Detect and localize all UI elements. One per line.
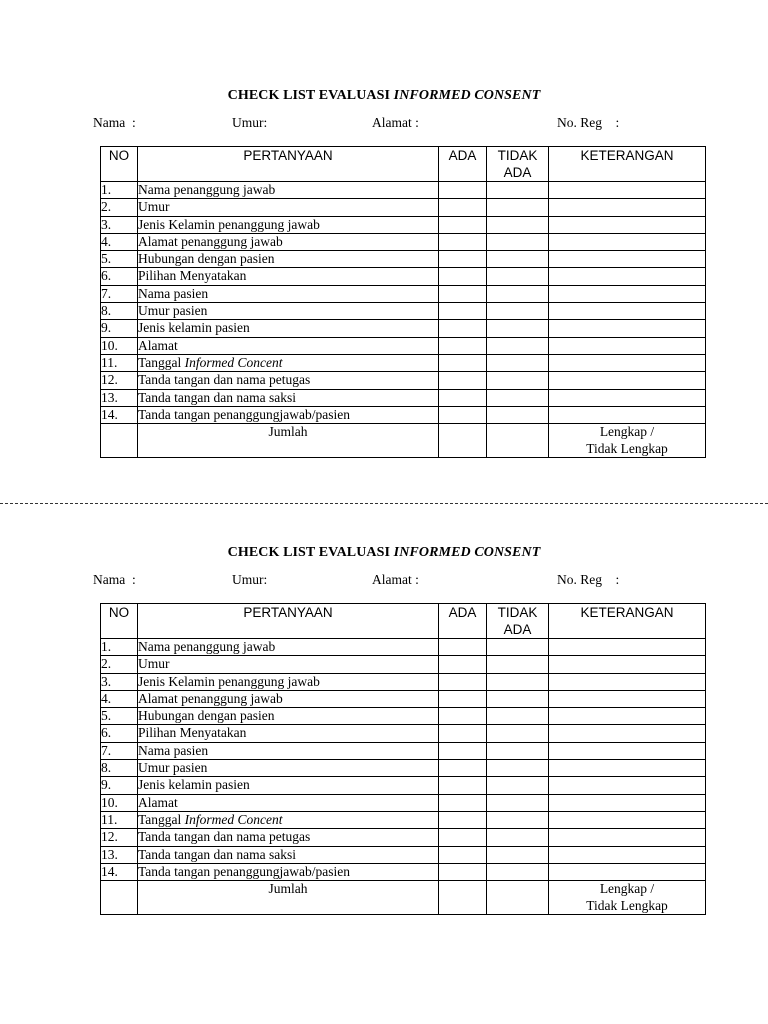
row-keterangan-cell[interactable] [549, 639, 706, 656]
row-keterangan-cell[interactable] [549, 251, 706, 268]
row-question-text: Nama pasien [138, 285, 209, 301]
row-tidak-ada-cell[interactable] [487, 829, 549, 846]
row-question-text: Nama pasien [138, 742, 209, 758]
row-question [138, 656, 439, 673]
row-tidak-ada-cell[interactable] [487, 673, 549, 690]
row-ada-cell[interactable] [439, 673, 487, 690]
row-question [138, 708, 439, 725]
table-row [101, 233, 706, 250]
row-tidak-ada-cell[interactable] [487, 389, 549, 406]
table-row [101, 794, 706, 811]
table-row [101, 285, 706, 302]
row-keterangan-cell[interactable] [549, 285, 706, 302]
row-number: 8. [101, 760, 138, 777]
row-keterangan-cell[interactable] [549, 354, 706, 371]
row-ada-cell[interactable] [439, 656, 487, 673]
row-tidak-ada-cell[interactable] [487, 656, 549, 673]
table-row [101, 690, 706, 707]
row-ada-cell[interactable] [439, 268, 487, 285]
total-tidak-ada-cell[interactable] [487, 881, 549, 915]
checklist-table [100, 146, 706, 458]
total-no-cell [101, 881, 138, 915]
row-number: 9. [101, 777, 138, 794]
row-question-text: Nama penanggung jawab [138, 182, 276, 197]
table-row [101, 829, 706, 846]
table-row [101, 199, 706, 216]
row-question-text: Nama penanggung jawab [138, 639, 276, 654]
row-question [138, 285, 439, 302]
row-number: 12. [101, 829, 138, 846]
row-question [138, 320, 439, 337]
total-label: Jumlah [138, 424, 439, 458]
row-keterangan-cell[interactable] [549, 406, 706, 423]
row-ada-cell[interactable] [439, 372, 487, 389]
row-tidak-ada-cell[interactable] [487, 337, 549, 354]
row-tidak-ada-cell[interactable] [487, 251, 549, 268]
row-tidak-ada-cell[interactable] [487, 182, 549, 199]
row-question-text: Jenis kelamin pasien [138, 777, 250, 793]
row-tidak-ada-cell[interactable] [487, 794, 549, 811]
row-keterangan-cell[interactable] [549, 673, 706, 690]
row-keterangan-cell[interactable] [549, 303, 706, 320]
row-number: 6. [101, 725, 138, 742]
row-tidak-ada-cell[interactable] [487, 708, 549, 725]
row-ada-cell[interactable] [439, 846, 487, 863]
row-number: 5. [101, 251, 138, 268]
row-question [138, 811, 439, 828]
nama-field-label[interactable]: Nama : [93, 572, 136, 587]
form-title [0, 86, 768, 106]
row-ada-cell[interactable] [439, 303, 487, 320]
row-keterangan-cell[interactable] [549, 708, 706, 725]
table-row [101, 777, 706, 794]
form-title-italic: INFORMED CONSENT [393, 545, 541, 560]
row-question-text: Tanggal [138, 354, 185, 370]
row-number: 10. [101, 794, 138, 811]
row-tidak-ada-cell[interactable] [487, 303, 549, 320]
row-ada-cell[interactable] [439, 863, 487, 880]
row-question [138, 639, 439, 656]
row-question [138, 829, 439, 846]
row-question [138, 268, 439, 285]
cut-line-divider [0, 503, 768, 504]
lengkap-label: Lengkap / [599, 881, 655, 897]
row-number: 7. [101, 742, 138, 759]
row-question [138, 182, 439, 199]
header-no: NO [101, 147, 138, 182]
tidak-lengkap-label: Tidak Lengkap [586, 440, 668, 456]
row-question [138, 725, 439, 742]
table-row [101, 863, 706, 880]
row-question-text: Pilihan Menyatakan [138, 268, 247, 284]
form-title-italic: INFORMED CONSENT [393, 88, 541, 103]
total-ada-cell[interactable] [439, 424, 487, 458]
row-question-text: Alamat penanggung jawab [138, 233, 283, 249]
row-tidak-ada-cell[interactable] [487, 268, 549, 285]
row-keterangan-cell[interactable] [549, 760, 706, 777]
row-ada-cell[interactable] [439, 354, 487, 371]
row-question [138, 846, 439, 863]
table-row [101, 303, 706, 320]
header-tidak-ada [487, 604, 549, 639]
row-keterangan-cell[interactable] [549, 863, 706, 880]
row-number: 3. [101, 673, 138, 690]
row-question [138, 303, 439, 320]
row-number: 1. [101, 182, 138, 199]
row-question-text: Tanda tangan penanggungjawab/pasien [138, 863, 350, 879]
row-keterangan-cell[interactable] [549, 811, 706, 828]
row-question-text: Alamat [138, 337, 178, 353]
row-tidak-ada-cell[interactable] [487, 811, 549, 828]
row-tidak-ada-cell[interactable] [487, 639, 549, 656]
table-total-row [101, 424, 706, 458]
row-tidak-ada-cell[interactable] [487, 199, 549, 216]
row-number: 13. [101, 389, 138, 406]
row-number: 2. [101, 199, 138, 216]
row-ada-cell[interactable] [439, 285, 487, 302]
table-row [101, 639, 706, 656]
row-tidak-ada-cell[interactable] [487, 354, 549, 371]
table-header-row [101, 147, 706, 182]
row-question-text: Jenis Kelamin penanggung jawab [138, 216, 320, 232]
row-question-text: Pilihan Menyatakan [138, 725, 247, 741]
row-tidak-ada-cell[interactable] [487, 233, 549, 250]
row-question [138, 777, 439, 794]
row-question-text: Tanda tangan dan nama saksi [138, 389, 296, 405]
row-tidak-ada-cell[interactable] [487, 742, 549, 759]
row-ada-cell[interactable] [439, 639, 487, 656]
row-question [138, 337, 439, 354]
table-row [101, 251, 706, 268]
tidak-lengkap-label: Tidak Lengkap [586, 897, 668, 913]
row-keterangan-cell[interactable] [549, 199, 706, 216]
row-number: 5. [101, 708, 138, 725]
row-question-text: Tanggal [138, 811, 185, 827]
row-tidak-ada-cell[interactable] [487, 216, 549, 233]
row-question [138, 199, 439, 216]
row-number: 11. [101, 811, 138, 828]
table-row [101, 354, 706, 371]
row-ada-cell[interactable] [439, 811, 487, 828]
header-tidak-ada [487, 147, 549, 182]
row-question-text: Tanda tangan dan nama petugas [138, 372, 311, 388]
row-ada-cell[interactable] [439, 760, 487, 777]
row-number: 6. [101, 268, 138, 285]
row-question-text: Alamat [138, 794, 178, 810]
row-ada-cell[interactable] [439, 742, 487, 759]
header-tidak-ada-line1: TIDAK [497, 605, 538, 620]
form-title-plain: CHECK LIST EVALUASI [227, 545, 394, 560]
row-question-text: Umur [138, 656, 170, 672]
row-tidak-ada-cell[interactable] [487, 725, 549, 742]
row-keterangan-cell[interactable] [549, 829, 706, 846]
table-row [101, 268, 706, 285]
row-number: 4. [101, 233, 138, 250]
lengkap-status[interactable] [549, 424, 706, 458]
table-row [101, 846, 706, 863]
row-question [138, 354, 439, 371]
checklist-form-bottom [0, 543, 768, 913]
row-number: 4. [101, 690, 138, 707]
header-ada: ADA [439, 147, 487, 182]
checklist-table [100, 603, 706, 915]
row-question-text: Jenis kelamin pasien [138, 320, 250, 336]
row-ada-cell[interactable] [439, 320, 487, 337]
row-number: 2. [101, 656, 138, 673]
row-ada-cell[interactable] [439, 777, 487, 794]
row-question [138, 251, 439, 268]
row-ada-cell[interactable] [439, 690, 487, 707]
row-ada-cell[interactable] [439, 233, 487, 250]
row-number: 8. [101, 303, 138, 320]
row-keterangan-cell[interactable] [549, 690, 706, 707]
row-tidak-ada-cell[interactable] [487, 285, 549, 302]
header-tidak-ada-line2: ADA [503, 622, 532, 637]
row-question [138, 690, 439, 707]
row-number: 9. [101, 320, 138, 337]
table-row [101, 708, 706, 725]
table-header-row [101, 604, 706, 639]
row-keterangan-cell[interactable] [549, 337, 706, 354]
row-number: 10. [101, 337, 138, 354]
row-question-italic: Informed Concent [184, 811, 283, 827]
table-row [101, 760, 706, 777]
form-title [0, 543, 768, 563]
row-ada-cell[interactable] [439, 216, 487, 233]
total-tidak-ada-cell[interactable] [487, 424, 549, 458]
no-reg-field-label[interactable]: No. Reg : [557, 115, 620, 130]
header-tidak-ada-line1: TIDAK [497, 148, 538, 163]
patient-info-row [0, 115, 768, 137]
row-tidak-ada-cell[interactable] [487, 372, 549, 389]
table-row [101, 216, 706, 233]
row-keterangan-cell[interactable] [549, 182, 706, 199]
row-question [138, 216, 439, 233]
table-row [101, 406, 706, 423]
row-question-text: Tanda tangan penanggungjawab/pasien [138, 406, 350, 422]
table-row [101, 656, 706, 673]
row-keterangan-cell[interactable] [549, 656, 706, 673]
checklist-form-top [0, 86, 768, 456]
row-question [138, 406, 439, 423]
header-pertanyaan: PERTANYAAN [138, 604, 439, 639]
row-question-text: Jenis Kelamin penanggung jawab [138, 673, 320, 689]
row-number: 14. [101, 863, 138, 880]
row-question [138, 863, 439, 880]
row-keterangan-cell[interactable] [549, 794, 706, 811]
row-keterangan-cell[interactable] [549, 233, 706, 250]
row-question [138, 794, 439, 811]
row-keterangan-cell[interactable] [549, 389, 706, 406]
row-question [138, 372, 439, 389]
row-tidak-ada-cell[interactable] [487, 846, 549, 863]
row-question-text: Hubungan dengan pasien [138, 708, 275, 724]
row-question-text: Alamat penanggung jawab [138, 690, 283, 706]
total-label: Jumlah [138, 881, 439, 915]
row-tidak-ada-cell[interactable] [487, 777, 549, 794]
row-question-text: Tanda tangan dan nama petugas [138, 829, 311, 845]
row-number: 12. [101, 372, 138, 389]
total-no-cell [101, 424, 138, 458]
lengkap-status[interactable] [549, 881, 706, 915]
table-row [101, 320, 706, 337]
header-pertanyaan: PERTANYAAN [138, 147, 439, 182]
row-question [138, 233, 439, 250]
umur-field-label[interactable]: Umur: [232, 115, 268, 130]
row-ada-cell[interactable] [439, 406, 487, 423]
row-ada-cell[interactable] [439, 251, 487, 268]
row-ada-cell[interactable] [439, 794, 487, 811]
row-question-text: Hubungan dengan pasien [138, 251, 275, 267]
row-question-italic: Informed Concent [184, 354, 283, 370]
row-ada-cell[interactable] [439, 829, 487, 846]
total-ada-cell[interactable] [439, 881, 487, 915]
row-tidak-ada-cell[interactable] [487, 406, 549, 423]
header-no: NO [101, 604, 138, 639]
lengkap-label: Lengkap / [599, 424, 655, 440]
row-ada-cell[interactable] [439, 389, 487, 406]
header-ada: ADA [439, 604, 487, 639]
row-number: 1. [101, 639, 138, 656]
table-row [101, 182, 706, 199]
row-keterangan-cell[interactable] [549, 777, 706, 794]
table-row [101, 725, 706, 742]
table-row [101, 337, 706, 354]
row-tidak-ada-cell[interactable] [487, 863, 549, 880]
row-question [138, 760, 439, 777]
row-keterangan-cell[interactable] [549, 725, 706, 742]
header-keterangan: KETERANGAN [549, 604, 706, 639]
row-number: 7. [101, 285, 138, 302]
row-question-text: Tanda tangan dan nama saksi [138, 846, 296, 862]
table-row [101, 389, 706, 406]
row-number: 3. [101, 216, 138, 233]
row-keterangan-cell[interactable] [549, 320, 706, 337]
form-title-plain: CHECK LIST EVALUASI [227, 88, 394, 103]
no-reg-field-label[interactable]: No. Reg : [557, 572, 620, 587]
row-question-text: Umur [138, 199, 170, 215]
row-number: 13. [101, 846, 138, 863]
alamat-field-label[interactable]: Alamat : [372, 572, 419, 587]
row-keterangan-cell[interactable] [549, 846, 706, 863]
row-tidak-ada-cell[interactable] [487, 760, 549, 777]
header-tidak-ada-line2: ADA [503, 165, 532, 180]
row-ada-cell[interactable] [439, 337, 487, 354]
row-question-text: Umur pasien [138, 760, 208, 776]
row-ada-cell[interactable] [439, 182, 487, 199]
row-question [138, 673, 439, 690]
row-keterangan-cell[interactable] [549, 216, 706, 233]
row-tidak-ada-cell[interactable] [487, 320, 549, 337]
row-keterangan-cell[interactable] [549, 372, 706, 389]
table-row [101, 742, 706, 759]
alamat-field-label[interactable]: Alamat : [372, 115, 419, 130]
row-tidak-ada-cell[interactable] [487, 690, 549, 707]
row-ada-cell[interactable] [439, 199, 487, 216]
table-row [101, 372, 706, 389]
row-question-text: Umur pasien [138, 303, 208, 319]
row-question [138, 742, 439, 759]
table-row [101, 811, 706, 828]
row-ada-cell[interactable] [439, 725, 487, 742]
patient-info-row [0, 572, 768, 594]
row-number: 14. [101, 406, 138, 423]
row-keterangan-cell[interactable] [549, 268, 706, 285]
row-number: 11. [101, 354, 138, 371]
header-keterangan: KETERANGAN [549, 147, 706, 182]
row-question [138, 389, 439, 406]
umur-field-label[interactable]: Umur: [232, 572, 268, 587]
table-row [101, 673, 706, 690]
row-keterangan-cell[interactable] [549, 742, 706, 759]
row-ada-cell[interactable] [439, 708, 487, 725]
table-total-row [101, 881, 706, 915]
nama-field-label[interactable]: Nama : [93, 115, 136, 130]
